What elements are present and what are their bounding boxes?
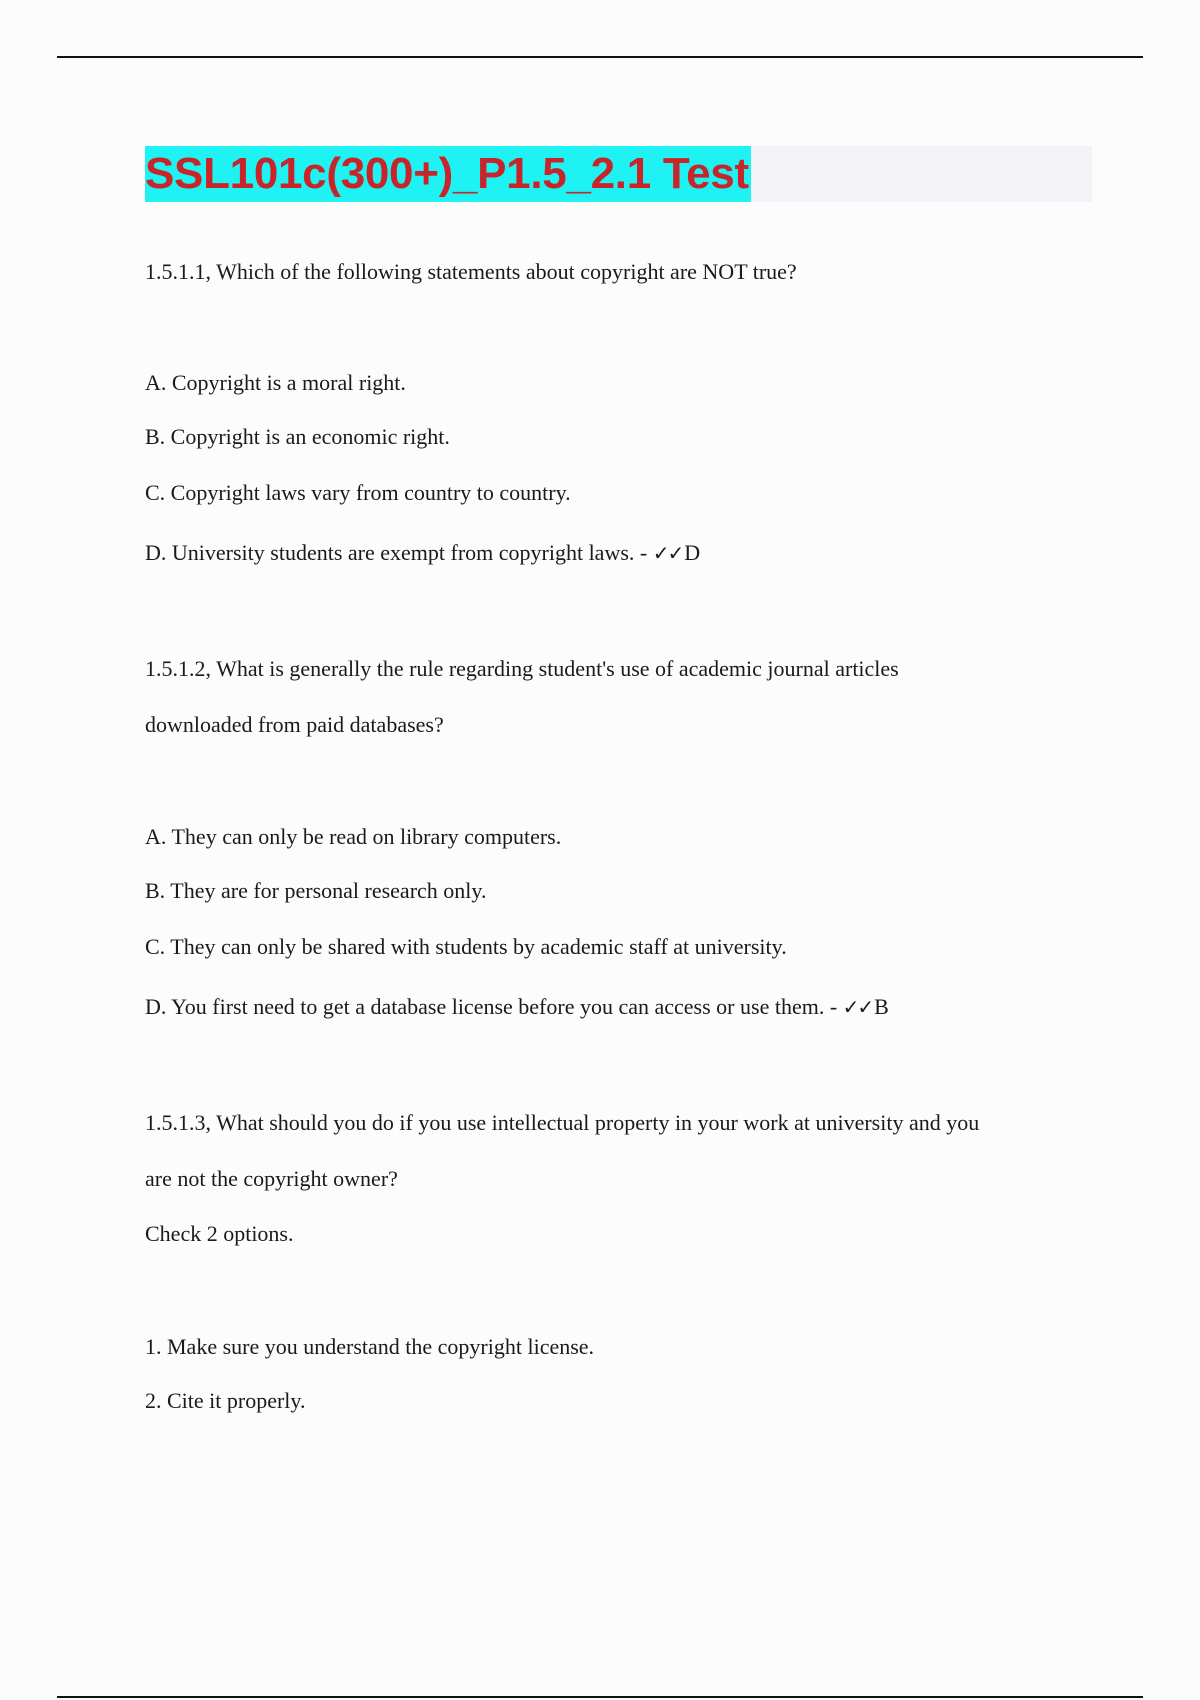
question-2-text-line-1: 1.5.1.2, What is generally the rule regarding student's use of academic journal articles xyxy=(145,656,899,681)
question-2-option-c: C. They can only be shared with students by academic staff at university. xyxy=(145,934,787,959)
question-1-option-b: B. Copyright is an economic right. xyxy=(145,424,450,449)
check-mark-icon: ✓✓ xyxy=(652,541,683,565)
question-2-option-d xyxy=(145,993,889,1021)
question-3-instruction: Check 2 options. xyxy=(145,1221,294,1246)
question-2-option-b: B. They are for personal research only. xyxy=(145,878,487,903)
question-1-text: 1.5.1.1, Which of the following statements about copyright are NOT true? xyxy=(145,259,797,284)
question-3-option-2: 2. Cite it properly. xyxy=(145,1388,306,1413)
question-1-option-c: C. Copyright laws vary from country to country. xyxy=(145,480,571,505)
question-3-option-1: 1. Make sure you understand the copyright license. xyxy=(145,1334,595,1359)
answer-letter: D xyxy=(684,540,701,565)
option-d-text: D. You first need to get a database license before you can access or use them. - xyxy=(145,994,838,1019)
question-1-option-a: A. Copyright is a moral right. xyxy=(145,370,406,395)
top-rule xyxy=(57,56,1143,58)
question-3-text-line-1: 1.5.1.3, What should you do if you use intellectual property in your work at university and you xyxy=(145,1110,980,1135)
check-mark-icon: ✓✓ xyxy=(842,995,873,1019)
question-2-text-line-2: downloaded from paid databases? xyxy=(145,712,444,737)
question-2-option-a: A. They can only be read on library computers. xyxy=(145,824,562,849)
bottom-rule xyxy=(57,1696,1143,1698)
answer-letter: B xyxy=(874,994,889,1019)
question-1-option-d xyxy=(145,539,700,567)
document-title: SSL101c(300+)_P1.5_2.1 Test xyxy=(145,146,751,202)
question-3-text-line-2: are not the copyright owner? xyxy=(145,1166,398,1191)
option-d-text: D. University students are exempt from copyright laws. - xyxy=(145,540,648,565)
